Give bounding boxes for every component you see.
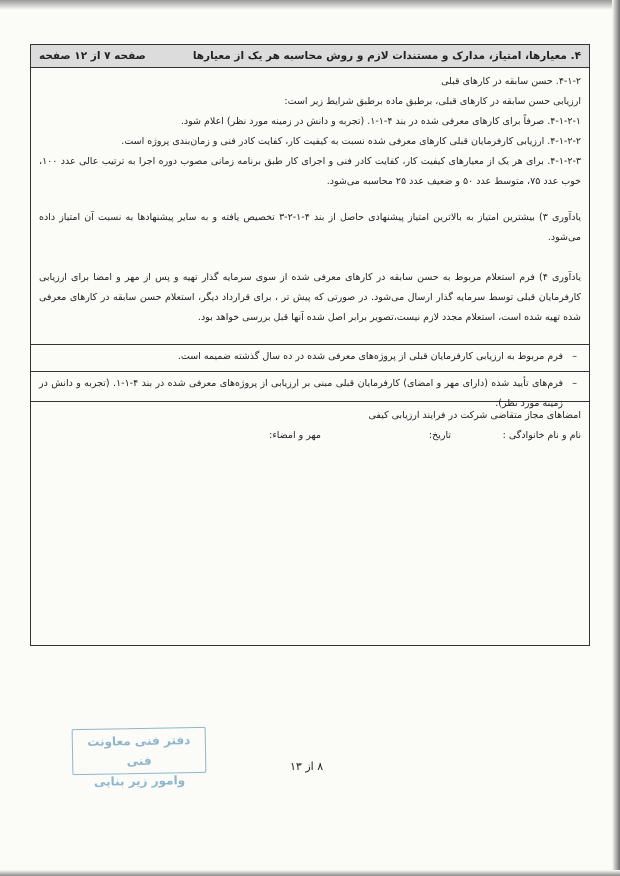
criteria-body (31, 68, 589, 409)
attachment-row-2 (31, 371, 589, 418)
section-title: ۴. معیارها، امتیاز، مدارک و مستندات لازم و روش محاسبه هر یک از معیارها (192, 50, 581, 62)
reminder-4: یادآوری ۴) فرم استعلام مربوط به حسن سابقه در کارهای معرفی شده از سوی سرمایه گذار تهیه و پس از مهر و امضا برای ارزیابی کارفرمایان قبلی توسط سرمایه گذار ارسال می‌شود. در صورتی که پیش تر ، برای قرارداد دیگر، استعلام حسن سابقه در کارهای معرفی شده تهیه شده است، استعلام مجدد لازم نیست،تصویر برابر اصل شده آنها قبل بررسی خواهد بود. (39, 272, 581, 323)
signature-fields (39, 426, 581, 446)
attachment-item-2: – فرم‌های تأیید شده (دارای مهر و امضای) کارفرمایان قبلی مبنی بر ارزیابی از پروژه‌های معرفی شده در بند ۴-۱-۱. (تجربه و دانش در زمینه مورد نظر). (39, 374, 581, 414)
stamp-line-1: دفتر فنی معاونت فنی (87, 733, 191, 769)
clause-1: ۴-۱-۲-۱. صرفاً برای کارهای معرفی شده در بند ۴-۱-۱. (تجربه و دانش در زمینه مورد نظر) اعلام شود. (180, 116, 581, 127)
scan-edge-bottom (0, 870, 620, 876)
stamp-line-2: وامور زیر بنایی (93, 773, 186, 789)
scan-edge-right (612, 0, 620, 876)
attachment-row-1 (31, 344, 589, 371)
signature-title: امضاهای مجاز متقاضی شرکت در فرایند ارزیابی کیفی (368, 410, 581, 421)
office-stamp (72, 727, 207, 789)
section-header (31, 45, 589, 68)
page-number: ۸ از ۱۳ (290, 760, 324, 773)
clause-2: ۴-۱-۲-۲. ارزیابی کارفرمایان قبلی کارهای معرفی شده نسبت به کیفیت کار، کفایت کادر فنی و زمان‌بندی پروژه است. (121, 136, 581, 147)
clause-3: ۴-۱-۲-۳. برای هر یک از معیارهای کیفیت کار، کفایت کادر فنی و اجرای کار طبق برنامه زمانی مصوب دوره اجرا به ترتیب عالی عدد ۱۰۰، خوب عدد ۷۵، متوسط عدد ۵۰ و ضعیف عدد ۲۵ محاسبه می‌شود. (39, 156, 581, 187)
name-label: نام و نام خانوادگی : (502, 430, 581, 441)
date-label: تاریخ: (428, 430, 451, 441)
scan-edge-top (0, 0, 620, 10)
paragraph-intro: ارزیابی حسن سابقه در کارهای قبلی، برطبق ماده برطبق شرایط زیر است: (284, 96, 581, 107)
reminder-3: یادآوری ۳) بیشترین امتیاز به بالاترین امتیاز پیشنهادی حاصل از بند ۴-۱-۲-۳ تخصیص یافته و به سایر پیشنهادها به نسبت آن امتیاز داده می‌شود. (39, 212, 581, 243)
page-reference: صفحه ۷ از ۱۲ صفحه (39, 50, 146, 62)
attachment-item-1: – فرم مربوط به ارزیابی کارفرمایان قبلی از پروژه‌های معرفی شده در ده سال گذشته ضمیمه است. (39, 347, 581, 367)
subsection-heading: ۴-۱-۲. حسن سابقه در کارهای قبلی (441, 76, 581, 87)
seal-label: مهر و امضاء: (269, 430, 321, 441)
content-frame (30, 44, 590, 646)
